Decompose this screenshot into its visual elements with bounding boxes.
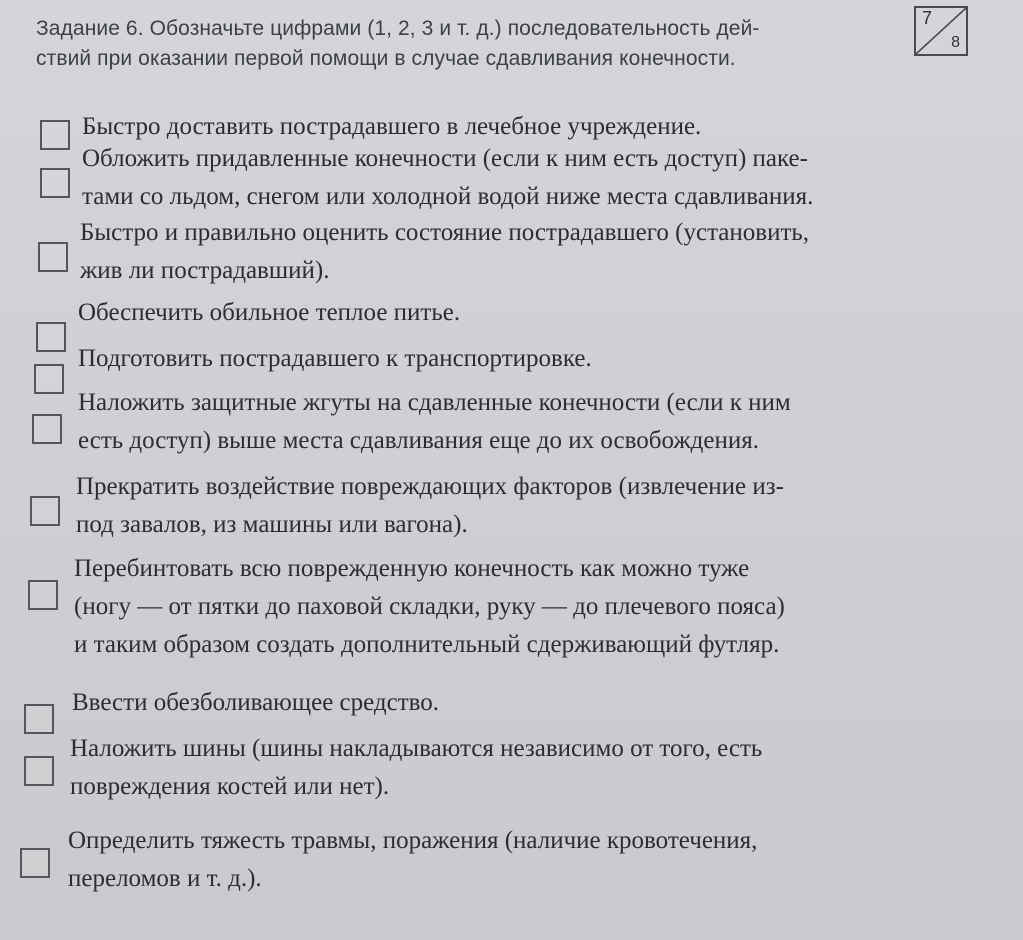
order-number-box[interactable]: [34, 364, 64, 394]
order-number-box[interactable]: [38, 242, 68, 272]
score-min: 8: [951, 34, 960, 51]
item-text: Перебинтовать всю поврежденную конечность как можно туже (ногу — от пятки до паховой складки, руку — до плечевого пояса) и таким образом создать дополнительный сдерживающий футляр.: [74, 555, 785, 658]
item-text: Определить тяжесть травмы, поражения (наличие кровотечения, переломов и т. д.).: [68, 827, 758, 892]
item-text: Обеспечить обильное теплое питье.: [78, 299, 461, 326]
item-text: Быстро доставить пострадавшего в лечебное учреждение.: [82, 113, 702, 140]
order-number-box[interactable]: [28, 580, 58, 610]
order-number-box[interactable]: [36, 322, 66, 352]
item-text: Обложить придавленные конечности (если к ним есть доступ) паке- тами со льдом, снегом или холодной водой ниже места сдавливания.: [82, 145, 814, 210]
item-text: Быстро и правильно оценить состояние пострадавшего (установить, жив ли пострадавший).: [80, 219, 810, 284]
order-number-box[interactable]: [20, 848, 50, 878]
score-max: 7: [922, 8, 933, 28]
item-text: Прекратить воздействие повреждающих факторов (извлечение из- под завалов, из машины или вагона).: [76, 473, 784, 538]
score-box: [914, 6, 968, 56]
item-text: Наложить шины (шины накладываются независимо от того, есть повреждения костей или нет).: [70, 735, 763, 800]
item-text: Подготовить пострадавшего к транспортировке.: [78, 345, 592, 372]
order-number-box[interactable]: [32, 414, 62, 444]
order-number-box[interactable]: [40, 168, 70, 198]
order-number-box[interactable]: [40, 120, 70, 150]
item-text: Ввести обезболивающее средство.: [72, 689, 440, 716]
order-number-box[interactable]: [24, 704, 54, 734]
task-title: Задание 6. Обозначьте цифрами (1, 2, 3 и т. д.) последовательность дей- ствий при оказании первой помощи в случае сдавливания конечности.: [36, 17, 760, 70]
item-text: Наложить защитные жгуты на сдавленные конечности (если к ним есть доступ) выше места сдавливания еще до их освобождения.: [78, 389, 791, 454]
order-number-box[interactable]: [30, 496, 60, 526]
order-number-box[interactable]: [24, 756, 54, 786]
